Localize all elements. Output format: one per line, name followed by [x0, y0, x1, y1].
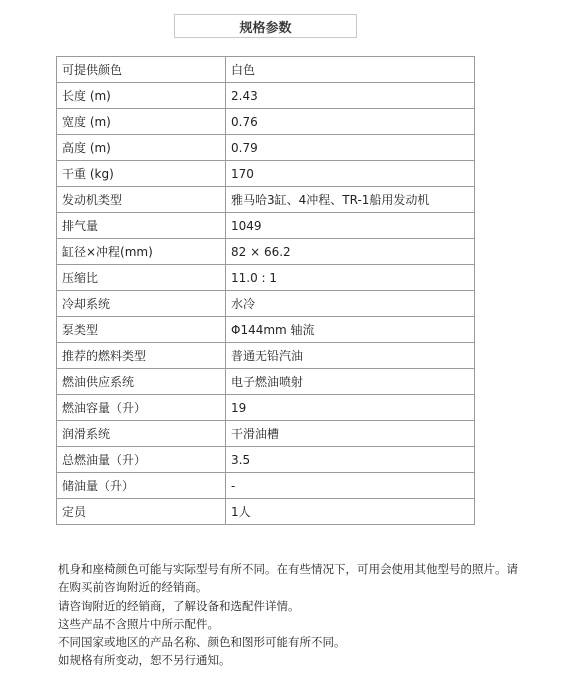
- spec-label: 总燃油量（升）: [57, 447, 226, 473]
- spec-row: [57, 343, 475, 369]
- spec-row: [57, 421, 475, 447]
- spec-label: 储油量（升）: [57, 473, 226, 499]
- spec-value: 1049: [226, 213, 475, 239]
- spec-label: 缸径×冲程(mm): [57, 239, 226, 265]
- spec-label: 燃油供应系统: [57, 369, 226, 395]
- spec-row: [57, 187, 475, 213]
- spec-value: 电子燃油喷射: [226, 369, 475, 395]
- spec-row: [57, 239, 475, 265]
- spec-row: [57, 135, 475, 161]
- spec-label: 压缩比: [57, 265, 226, 291]
- spec-row: [57, 213, 475, 239]
- spec-value: 0.76: [226, 109, 475, 135]
- spec-row: [57, 83, 475, 109]
- note-line: 不同国家或地区的产品名称、颜色和图形可能有所不同。: [58, 635, 346, 650]
- spec-label: 长度 (m): [57, 83, 226, 109]
- spec-title: 规格参数: [174, 14, 357, 38]
- spec-value: 水冷: [226, 291, 475, 317]
- note-line: 这些产品不含照片中所示配件。: [58, 616, 219, 631]
- spec-value: 雅马哈3缸、4冲程、TR-1船用发动机: [226, 187, 475, 213]
- spec-label: 燃油容量（升）: [57, 395, 226, 421]
- spec-value: 170: [226, 161, 475, 187]
- note-line: 如规格有所变动，恕不另行通知。: [58, 653, 231, 668]
- spec-value: 1人: [226, 499, 475, 525]
- spec-value: 2.43: [226, 83, 475, 109]
- spec-label: 干重 (kg): [57, 161, 226, 187]
- spec-value: 0.79: [226, 135, 475, 161]
- spec-row: [57, 57, 475, 83]
- spec-value: 白色: [226, 57, 475, 83]
- spec-label: 润滑系统: [57, 421, 226, 447]
- spec-row: [57, 161, 475, 187]
- spec-value: 普通无铅汽油: [226, 343, 475, 369]
- spec-row: [57, 265, 475, 291]
- spec-value: 3.5: [226, 447, 475, 473]
- spec-row: [57, 499, 475, 525]
- note-line: 请咨询附近的经销商，了解设备和选配件详情。: [58, 598, 300, 613]
- spec-row: [57, 473, 475, 499]
- spec-value: 19: [226, 395, 475, 421]
- spec-value: -: [226, 473, 475, 499]
- spec-label: 可提供颜色: [57, 57, 226, 83]
- spec-row: [57, 317, 475, 343]
- spec-row: [57, 291, 475, 317]
- note-line: 机身和座椅颜色可能与实际型号有所不同。在有些情况下，可用会使用其他型号的照片。请在购买前咨询附近的经销商。: [58, 562, 518, 595]
- spec-label: 排气量: [57, 213, 226, 239]
- spec-row: [57, 447, 475, 473]
- spec-label: 发动机类型: [57, 187, 226, 213]
- spec-value: 11.0 : 1: [226, 265, 475, 291]
- spec-label: 宽度 (m): [57, 109, 226, 135]
- spec-value: Φ144mm 轴流: [226, 317, 475, 343]
- spec-row: [57, 369, 475, 395]
- spec-label: 定员: [57, 499, 226, 525]
- spec-row: [57, 109, 475, 135]
- spec-label: 冷却系统: [57, 291, 226, 317]
- spec-value: 82 × 66.2: [226, 239, 475, 265]
- spec-label: 高度 (m): [57, 135, 226, 161]
- spec-label: 泵类型: [57, 317, 226, 343]
- spec-value: 干滑油槽: [226, 421, 475, 447]
- spec-row: [57, 395, 475, 421]
- spec-label: 推荐的燃料类型: [57, 343, 226, 369]
- spec-table: [56, 56, 475, 525]
- notes-section: [58, 560, 518, 670]
